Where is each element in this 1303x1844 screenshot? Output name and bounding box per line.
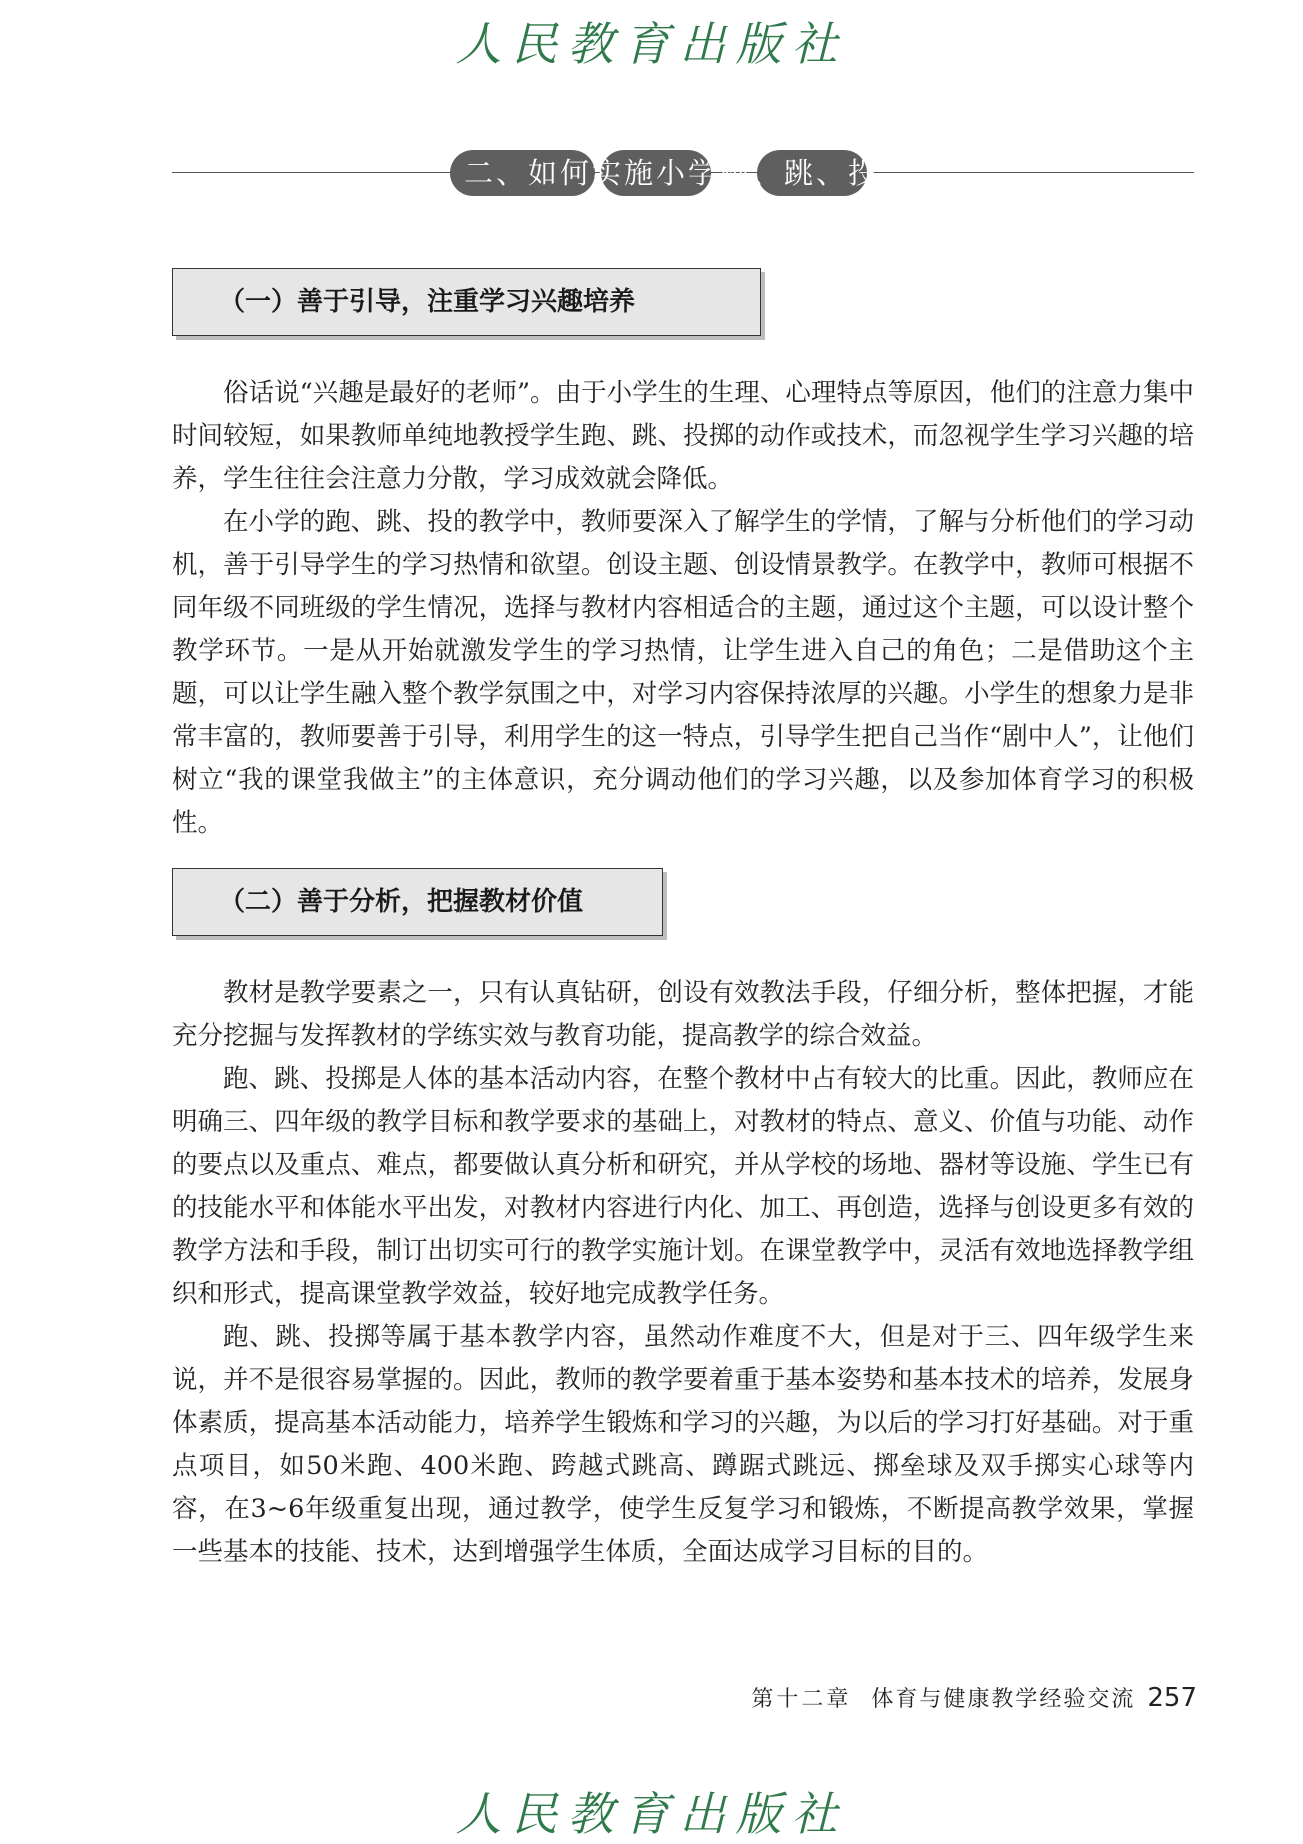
section-title-bar	[172, 150, 1194, 196]
section-title: 二、如何实施小学跑、跳、投	[464, 156, 881, 190]
subsection-heading-2: （二）善于分析，把握教材价值	[172, 868, 663, 936]
paragraph: 教材是教学要素之一，只有认真钻研，创设有效教法手段，仔细分析，整体把握，才能充分挖掘与发挥教材的学练实效与教育功能，提高教学的综合效益。	[172, 978, 1194, 1051]
page-number: 257	[1147, 1683, 1197, 1713]
footer-chapter-title: 体育与健康教学经验交流	[871, 1687, 1136, 1712]
subsection-body-2	[172, 972, 1194, 1574]
page-footer	[751, 1682, 1197, 1713]
paragraph: 跑、跳、投掷等属于基本教学内容，虽然动作难度不大，但是对于三、四年级学生来说，并不是很容易掌握的。因此，教师的教学要着重于基本姿势和基本技术的培养，发展身体素质，提高基本活动能力，培养学生锻炼和学习的兴趣，为以后的学习打好基础。对于重点项目，如50米跑、400米跑、跨越式跳高、蹲踞式跳远、掷垒球及双手掷实心球等内容，在3~6年级重复出现，通过教学，使学生反复学习和锻炼，不断提高教学效果，掌握一些基本的技能、技术，达到增强学生体质，全面达成学习目标的目的。	[172, 1322, 1194, 1567]
footer-chapter: 第十二章	[751, 1687, 852, 1712]
subsection-body-1	[172, 372, 1194, 845]
publisher-logo-bottom: 人民教育出版社	[455, 1787, 848, 1841]
subsection-heading-1: （一）善于引导，注重学习兴趣培养	[172, 268, 761, 336]
paragraph: 在小学的跑、跳、投的教学中，教师要深入了解学生的学情，了解与分析他们的学习动机，善于引导学生的学习热情和欲望。创设主题、创设情景教学。在教学中，教师可根据不同年级不同班级的学生情况，选择与教材内容相适合的主题，通过这个主题，可以设计整个教学环节。一是从开始就激发学生的学习热情，让学生进入自己的角色；二是借助这个主题，可以让学生融入整个教学氛围之中，对学习内容保持浓厚的兴趣。小学生的想象力是非常丰富的，教师要善于引导，利用学生的这一特点，引导学生把自己当作“剧中人”，让他们树立“我的课堂我做主”的主体意识，充分调动他们的学习兴趣，以及参加体育学习的积极性。	[172, 507, 1194, 838]
paragraph: 跑、跳、投掷是人体的基本活动内容，在整个教材中占有较大的比重。因此，教师应在明确三、四年级的教学目标和教学要求的基础上，对教材的特点、意义、价值与功能、动作的要点以及重点、难点，都要做认真分析和研究，并从学校的场地、器材等设施、学生已有的技能水平和体能水平出发，对教材内容进行内化、加工、再创造，选择与创设更多有效的教学方法和手段，制订出切实可行的教学实施计划。在课堂教学中，灵活有效地选择教学组织和形式，提高课堂教学效益，较好地完成教学任务。	[172, 1064, 1194, 1309]
paragraph: 俗话说“兴趣是最好的老师”。由于小学生的生理、心理特点等原因，他们的注意力集中时间较短，如果教师单纯地教授学生跑、跳、投掷的动作或技术，而忽视学生学习兴趣的培养，学生往往会注意力分散，学习成效就会降低。	[172, 378, 1194, 494]
publisher-logo-top: 人民教育出版社	[455, 17, 848, 71]
